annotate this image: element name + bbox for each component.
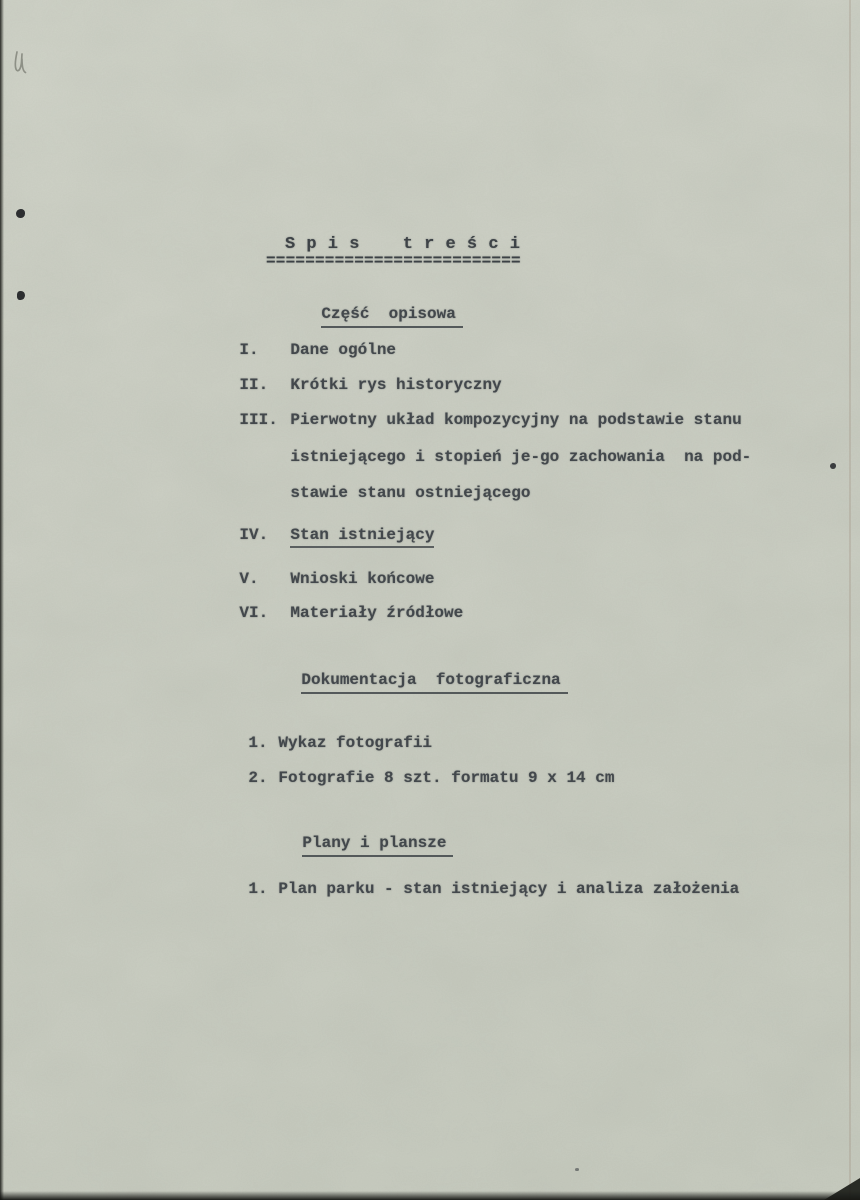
toc-item-plan-1 (210, 862, 739, 916)
toc-item-numeral: V. (239, 570, 259, 588)
toc-item-numeral: VI. (239, 604, 269, 622)
section-heading-text: Plany i plansze (302, 834, 453, 857)
scan-corner-bottom-right (824, 1178, 860, 1200)
page-title: S p i s t r e ś c i (285, 235, 521, 254)
pencil-mark (12, 50, 30, 78)
toc-item-numeral: IV. (239, 526, 269, 544)
toc-item-number: 1. (248, 734, 268, 752)
toc-item-numeral: III. (239, 411, 278, 429)
toc-item-text: Materiały źródłowe (290, 604, 464, 622)
toc-item-foto-2 (210, 751, 614, 805)
ink-dot (17, 291, 25, 300)
ink-dot (830, 463, 836, 469)
toc-item-text: Pierwotny układ kompozycyjny na podstawie stanu (290, 411, 742, 429)
toc-item-text: Plan parku - stan istniejący i analiza założenia (278, 880, 740, 898)
toc-item-text: Krótki rys historyczny (290, 376, 502, 394)
toc-item-text: Wykaz fotografii (278, 734, 433, 752)
section-heading-text: Część opisowa (321, 305, 462, 328)
title-underline: ========================== (266, 252, 521, 270)
toc-item-numeral: II. (239, 376, 269, 394)
toc-item-text: Dane ogólne (290, 341, 397, 359)
toc-item-number: 2. (248, 769, 268, 787)
section-heading-text: Dokumentacja fotograficzna (301, 671, 567, 694)
toc-item-number: 1. (248, 880, 268, 898)
toc-item-vi (201, 586, 463, 640)
ink-dot (16, 209, 25, 218)
ink-speck (575, 1168, 579, 1171)
toc-item-text: istniejącego i stopień je-go zachowania na pod- (290, 448, 752, 466)
toc-item-text: Wnioski końcowe (290, 570, 435, 588)
scan-crease-line (849, 0, 851, 1200)
scan-edge-left (0, 0, 4, 1200)
toc-item-text: stawie stanu ostniejącego (290, 484, 531, 502)
section-heading-dokumentacja (263, 653, 568, 712)
scan-edge-bottom (0, 1191, 860, 1200)
toc-item-text: Fotografie 8 szt. formatu 9 x 14 cm (278, 769, 615, 787)
toc-item-text: Stan istniejący (290, 526, 434, 548)
toc-item-numeral: I. (239, 341, 259, 359)
